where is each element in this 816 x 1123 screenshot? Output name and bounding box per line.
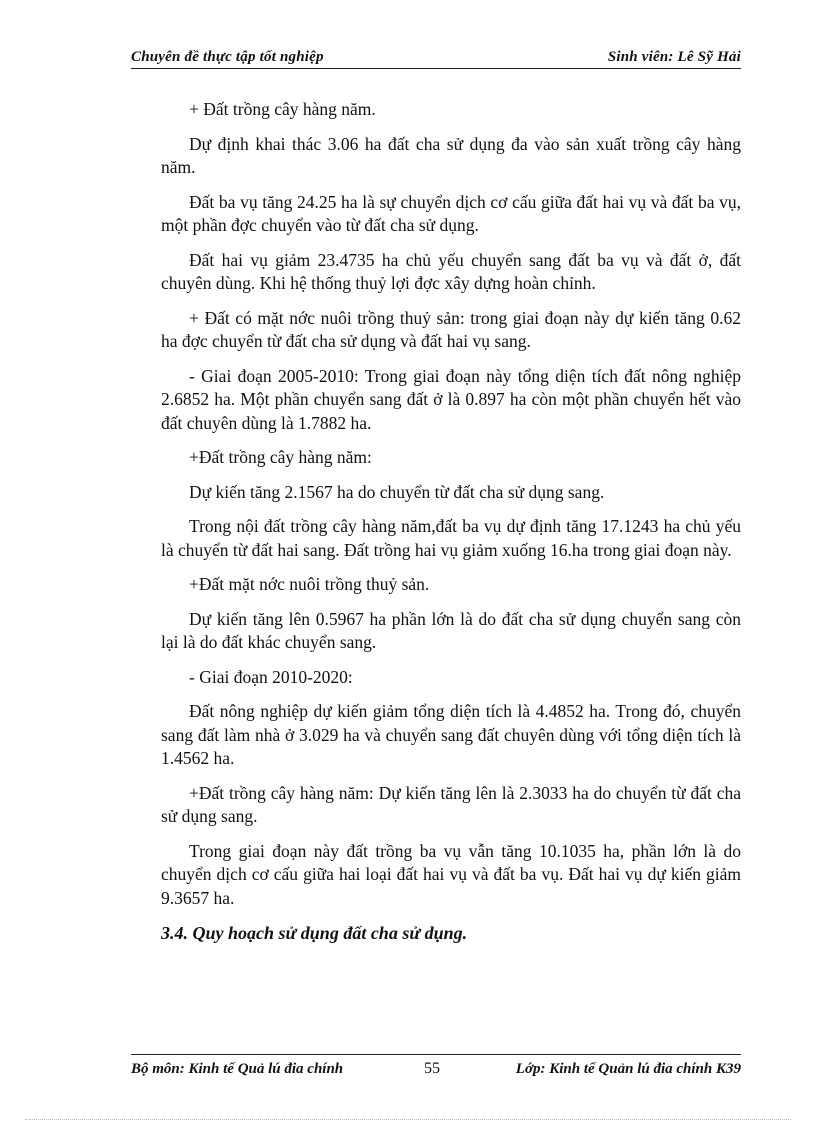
page-edge-divider xyxy=(25,1119,791,1120)
paragraph: Dự kiến tăng lên 0.5967 ha phần lớn là do đất cha sử dụng chuyển sang còn lại là do đất khác chuyển sang. xyxy=(161,608,741,652)
paragraph: - Giai đoạn 2005-2010: Trong giai đoạn này tổng diện tích đất nông nghiệp 2.6852 ha. Một phần chuyển sang đất ở là 0.897 ha còn một phần chuyển hết vào đất chuyên dùng là 1.7882 ha. xyxy=(161,365,741,433)
paragraph: +Đất trồng cây hàng năm: Dự kiến tăng lên là 2.3033 ha do chuyển từ đất cha sử dụng sang. xyxy=(161,782,741,826)
paragraph: +Đất mặt nớc nuôi trồng thuỷ sản. xyxy=(189,574,430,594)
paragraph: + Đất trồng cây hàng năm. xyxy=(189,99,376,119)
document-body xyxy=(161,98,741,957)
paragraph: Đất nông nghiệp dự kiến giảm tổng diện tích là 4.4852 ha. Trong đó, chuyển sang đất làm nhà ở 3.029 ha và chuyển sang đất chuyên dùng với tổng diện tích là 1.4562 ha. xyxy=(161,701,741,768)
paragraph: Đất ba vụ tăng 24.25 ha là sự chuyển dịch cơ cấu giữa đất hai vụ và đất ba vụ, một phần đợc chuyển vào từ đất cha sử dụng. xyxy=(161,191,741,235)
paragraph: +Đất trồng cây hàng năm: xyxy=(189,447,372,467)
paragraph: - Giai đoạn 2010-2020: xyxy=(189,666,353,687)
page-number: 55 xyxy=(424,1060,440,1077)
paragraph: Đất hai vụ giảm 23.4735 ha chủ yếu chuyển sang đất ba vụ và đất ở, đất chuyên dùng. Khi hệ thống thuỷ lợi đợc xây dựng hoàn chỉnh. xyxy=(161,249,741,293)
section-heading: 3.4. Quy hoạch sử dụng đất cha sử dụng. xyxy=(161,923,468,943)
paragraph: Trong nội đất trồng cây hàng năm,đất ba vụ dự định tăng 17.1243 ha chủ yếu là chuyển từ đất hai sang. Đất trồng hai vụ giảm xuống 16.ha trong giai đoạn này. xyxy=(161,516,741,560)
footer-class: Lớp: Kinh tế Quản lú đia chính K39 xyxy=(515,1061,741,1077)
paragraph: Dự định khai thác 3.06 ha đất cha sử dụng đa vào sản xuất trồng cây hàng năm. xyxy=(161,133,741,177)
paragraph: Dự kiến tăng 2.1567 ha do chuyển từ đất cha sử dụng sang. xyxy=(189,481,605,502)
header-student: Sinh viên: Lê Sỹ Hải xyxy=(607,49,741,65)
header-topic: Chuyên đề thực tập tốt nghiệp xyxy=(131,49,324,65)
page-header xyxy=(131,44,741,69)
footer-department: Bộ môn: Kinh tế Quả lú đia chính xyxy=(131,1061,344,1077)
page-footer xyxy=(131,1054,741,1085)
paragraph: + Đất có mặt nớc nuôi trồng thuỷ sản: trong giai đoạn này dự kiến tăng 0.62 ha đợc chuyển từ đất cha sử dụng và đất hai vụ sang. xyxy=(161,307,741,351)
paragraph: Trong giai đoạn này đất trồng ba vụ vẫn tăng 10.1035 ha, phần lớn là do chuyển dịch cơ cấu giữa hai loại đất hai vụ và đất ba vụ. Đất hai vụ dự kiến giảm 9.3657 ha. xyxy=(161,840,741,908)
